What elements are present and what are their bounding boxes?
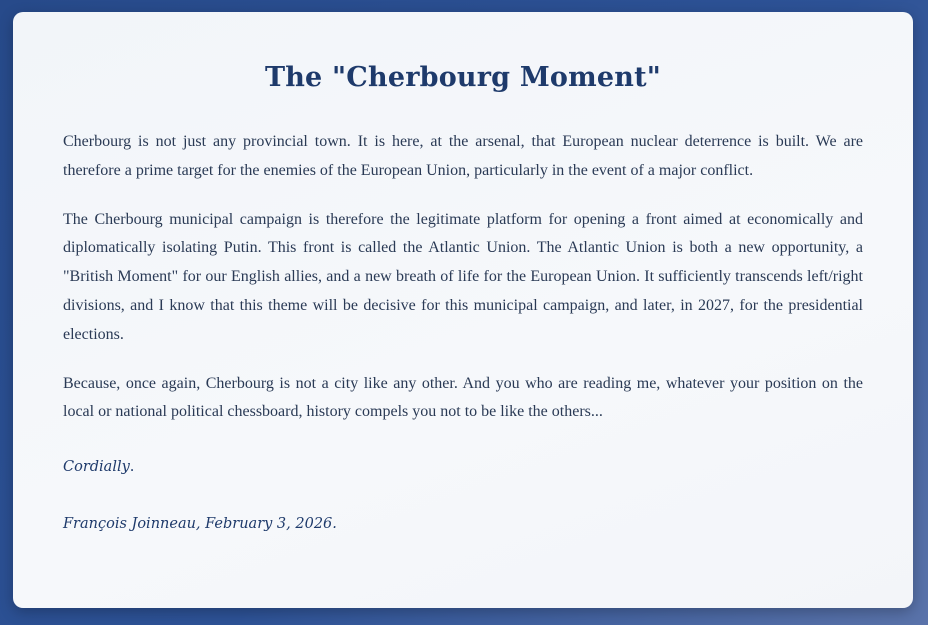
paragraph-1: Cherbourg is not just any provincial town. It is here, at the arsenal, that European nuclear deterrence is built. We are therefore a prime target for the enemies of the European Union, particularly in the event of a major conflict.: [63, 133, 863, 179]
letter-card: [13, 12, 913, 608]
closing-text: Cordially: [63, 459, 130, 476]
signature: François Joinneau, February 3, 2026.: [63, 516, 337, 533]
paragraph-2: The Cherbourg municipal campaign is therefore the legitimate platform for opening a front aimed at economically and diplomatically isolating Putin. This front is called the Atlantic Union. The Atlantic Union is both a new opportunity, a "British Moment" for our English allies, and a new breath of life for the European Union. It sufficiently transcends left/right divisions, and I know that this theme will be decisive for this municipal campaign, and later, in 2027, for the presidential elections.: [63, 210, 863, 343]
paragraph-3: Because, once again, Cherbourg is not a city like any other. And you who are reading me, whatever your position on the local or national political chessboard, history compels you not to be like the others...: [63, 374, 863, 421]
closing-punctuation: .: [129, 459, 135, 476]
page-title: The "Cherbourg Moment": [264, 62, 662, 93]
closing-line: [63, 456, 863, 478]
